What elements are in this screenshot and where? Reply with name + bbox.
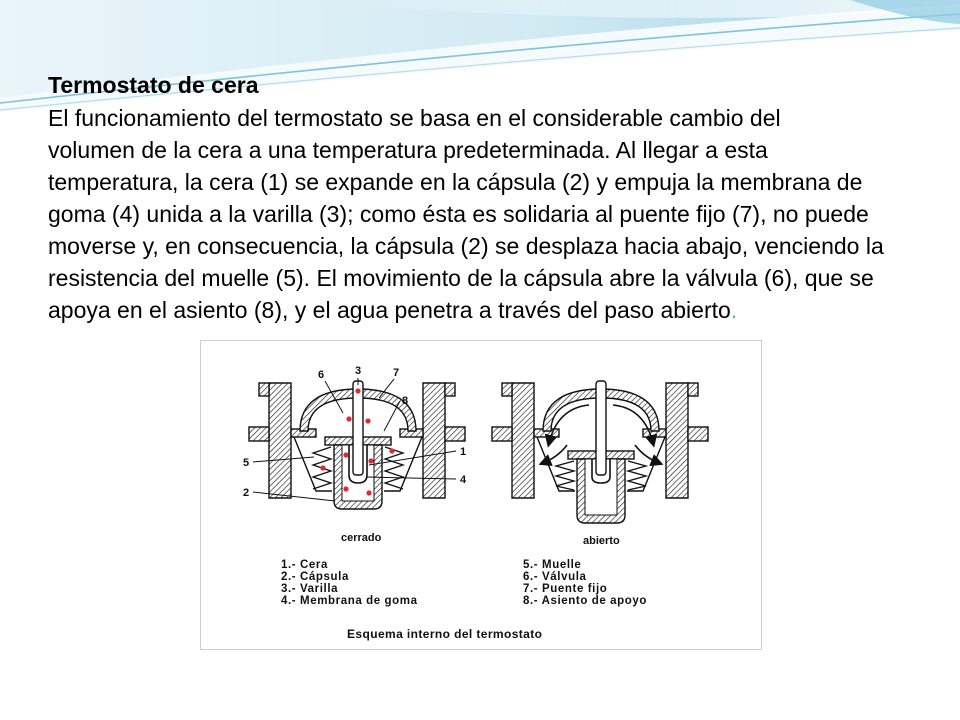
spring-coil-right	[385, 447, 403, 489]
wax-marker	[368, 458, 373, 463]
spring-coil-right	[628, 461, 646, 490]
callout-8: 8	[402, 395, 409, 407]
wax-marker	[320, 465, 325, 470]
pipe-wall-left	[512, 383, 534, 498]
legend-right	[523, 559, 647, 607]
slide-title: Termostato de cera	[48, 72, 259, 98]
callout-6: 6	[318, 369, 325, 381]
push-rod	[353, 381, 363, 475]
legend-item: 8.- Asiento de apoyo	[523, 595, 648, 607]
legend-item: 4.- Membrana de goma	[281, 595, 418, 607]
pipe-wall-right	[423, 383, 445, 498]
callout-7: 7	[393, 367, 400, 379]
pipe-wall-right	[666, 383, 688, 498]
wax-marker	[346, 416, 351, 421]
wax-marker	[343, 486, 348, 491]
legend-item: 1.- Cera	[281, 559, 328, 571]
body-line: resistencia del muelle (5). El movimiento de la cápsula abre la válvula (6), que se	[48, 265, 874, 291]
pipe-flange-left	[492, 427, 512, 441]
thermostat-figure	[200, 340, 762, 650]
pipe-flange-right	[688, 427, 708, 441]
pipe-wall-left	[269, 383, 291, 498]
callout-2: 2	[243, 487, 250, 499]
legend-item: 6.- Válvula	[523, 571, 587, 583]
thermostat-schematic	[201, 341, 761, 649]
wax-marker	[389, 448, 394, 453]
pipe-wall-left-lip	[259, 383, 269, 396]
body-line-last-text: apoya en el asiento (8), y el agua penetra a través del paso abierto	[48, 297, 731, 323]
body-paragraph	[48, 102, 948, 326]
pipe-wall-right-lip	[688, 383, 698, 396]
legend-item: 5.- Muelle	[523, 559, 582, 571]
wax-marker	[343, 452, 348, 457]
callout-1: 1	[460, 446, 467, 458]
push-rod	[596, 381, 606, 475]
body-line: temperatura, la cera (1) se expande en la cápsula (2) y empuja la membrana de	[48, 169, 863, 195]
body-line-last	[48, 294, 948, 326]
legend-item: 7.- Puente fijo	[523, 583, 608, 595]
thermostat-open-diagram	[492, 381, 708, 523]
callout-4: 4	[460, 474, 467, 486]
body-line: El funcionamiento del termostato se basa en el considerable cambio del	[48, 105, 781, 131]
legend-item: 3.- Varilla	[281, 583, 339, 595]
pipe-wall-left-lip	[502, 383, 512, 396]
leader-8	[384, 401, 400, 431]
pipe-flange-right	[445, 427, 465, 441]
body-line: goma (4) unida a la varilla (3); como ésta es solidaria al puente fijo (7), no puede	[48, 201, 869, 227]
wax-marker	[365, 418, 370, 423]
body-end-mark: .	[730, 297, 738, 323]
spring-coil-left	[556, 461, 574, 490]
figure-caption: Esquema interno del termostato	[347, 627, 543, 641]
pipe-wall-right-lip	[445, 383, 455, 396]
wax-marker	[355, 388, 360, 393]
body-line: moverse y, en consecuencia, la cápsula (2) se desplaza hacia abajo, venciendo la	[48, 233, 884, 259]
state-label-closed: cerrado	[341, 532, 382, 544]
pipe-flange-left	[249, 427, 269, 441]
wax-marker	[366, 490, 371, 495]
callout-3: 3	[355, 365, 362, 377]
leader-2	[253, 492, 335, 501]
thermostat-closed-diagram	[249, 381, 465, 509]
state-label-open: abierto	[583, 535, 620, 547]
body-line: volumen de la cera a una temperatura predeterminada. Al llegar a esta	[48, 137, 768, 163]
legend-left	[281, 559, 418, 607]
callout-5: 5	[243, 457, 250, 469]
legend-item: 2.- Cápsula	[281, 571, 349, 583]
